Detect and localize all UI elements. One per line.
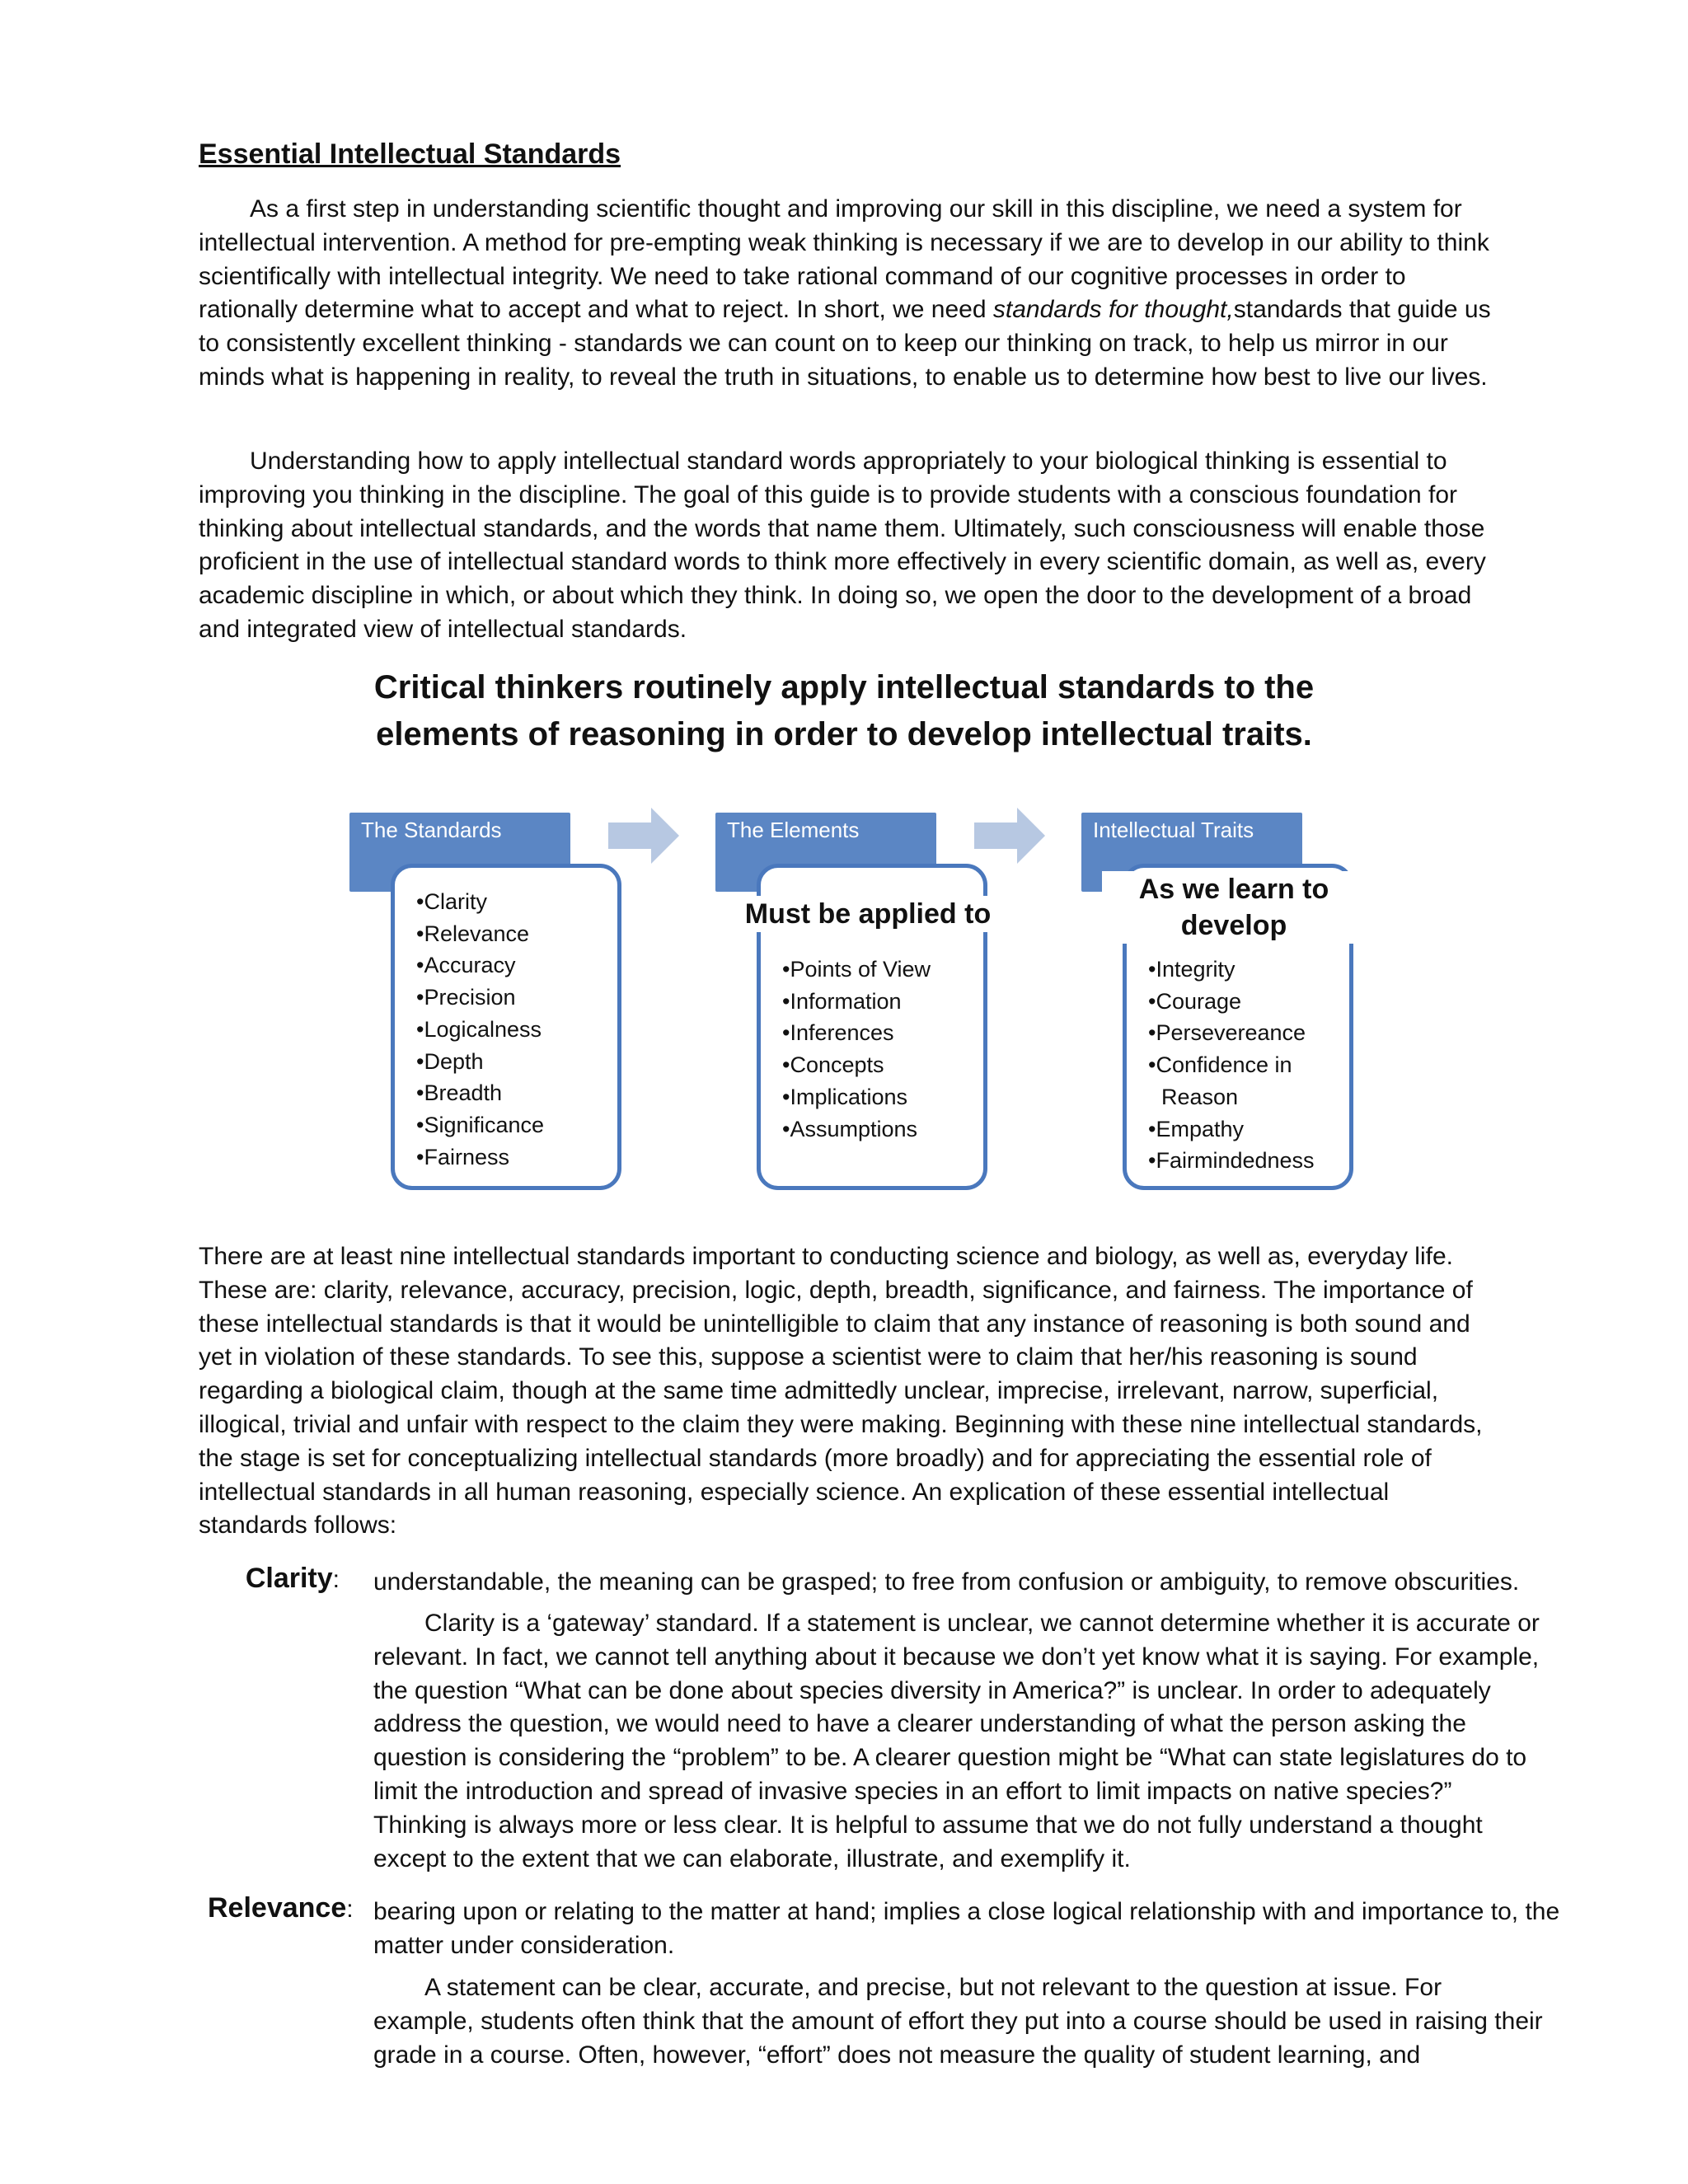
clarity-term-label: Clarity xyxy=(245,1563,333,1594)
traits-overlay-line-1: As we learn to xyxy=(1138,874,1329,905)
list-item: • Significance xyxy=(416,1109,617,1141)
standards-list xyxy=(416,886,617,1173)
list-item-continuation: Reason xyxy=(1161,1084,1239,1109)
list-item: • Accuracy xyxy=(416,949,617,982)
elements-block xyxy=(712,808,992,1195)
list-item: • Courage xyxy=(1148,986,1349,1018)
traits-box xyxy=(1123,864,1353,1190)
traits-block xyxy=(1078,808,1329,1195)
traits-overlay-line-2: develop xyxy=(1180,910,1287,941)
list-item: • Information xyxy=(782,986,983,1018)
list-item: • Precision xyxy=(416,982,617,1014)
list-item: • Logicalness xyxy=(416,1014,617,1046)
list-item: • Confidence in xyxy=(1148,1049,1349,1081)
page-title: Essential Intellectual Standards xyxy=(199,138,621,170)
intro-p1-text: As a first step in understanding scientific thought and improving our skill in this discipline, we need a system for intellectual intervention. A method for pre-empting weak thinking is necessary if we are to develop in our ability to think scientifically with intellectual integrity. We need to take rational command of our cognitive processes in order to rationally determine what to accept and what to reject. In short, we need xyxy=(199,195,1489,324)
intro-paragraph-1 xyxy=(199,193,1501,395)
intro-p1-text-end: standards that guide us to consistently excellent thinking - standards we can count on to keep our thinking on track, to help us mirror in our minds what is happening in reality, to reveal the truth in situations, to enable us to determine how best to live our lives. xyxy=(199,296,1491,391)
traits-tab: Intellectual Traits xyxy=(1081,813,1302,892)
list-item: • Integrity xyxy=(1148,954,1349,986)
list-item: • Persevereance xyxy=(1148,1017,1349,1049)
standards-tab: The Standards xyxy=(349,813,570,892)
list-item: • Concepts xyxy=(782,1049,983,1081)
body-paragraph: There are at least nine intellectual standards important to conducting science and biology, as well as, everyday life. These are: clarity, relevance, accuracy, precision, logic, depth, breadth, significance, and fairness. The importance of these intellectual standards is that it would be unintelligible to claim that any instance of reasoning is both sound and yet in violation of these standards. To see this, suppose a scientist were to claim that her/his reasoning is sound regarding a biological claim, though at the same time admittedly unclear, imprecise, irrelevant, narrow, superficial, illogical, trivial and unfair with respect to the claim they were making. Beginning with these nine intellectual standards, the stage is set for conceptualizing intellectual standards (more broadly) and for appreciating the essential role of intellectual standards in all human reasoning, especially science. An explication of these essential intellectual standards follows: xyxy=(199,1243,1483,1540)
list-item: • Breadth xyxy=(416,1077,617,1109)
relevance-term-colon: : xyxy=(346,1896,354,1923)
relevance-term-label: Relevance xyxy=(208,1892,347,1924)
list-item: • Assumptions xyxy=(782,1113,983,1146)
elements-box xyxy=(744,864,992,1190)
clarity-explanation: Clarity is a ‘gateway’ standard. If a statement is unclear, we cannot determine whether it is accurate or relevant. In fact, we cannot tell anything about it because we don’t yet know what it is saying. For example, the question “What can be done about species diversity in America?” is unclear. In order to adequately address the question, we would need to have a clearer understanding of what the person asking the question is considering the “problem” to be. A clearer question might be “What can state legislatures do to limit the introduction and spread of invasive species in an effort to limit impacts on native species?” Thinking is always more or less clear. It is helpful to assume that we do not fully understand a thought except to the extent that we can elaborate, illustrate, and exemplify it. xyxy=(373,1610,1540,1872)
list-item: • Points of View xyxy=(782,954,983,986)
diagram-title-line-2: elements of reasoning in order to develop intellectual traits. xyxy=(376,716,1312,752)
list-item: • Fairness xyxy=(416,1141,617,1174)
clarity-definition: understandable, the meaning can be grasped; to free from confusion or ambiguity, to remove obscurities. xyxy=(373,1568,1520,1596)
list-item: • Inferences xyxy=(782,1017,983,1049)
list-item: • Implications xyxy=(782,1081,983,1113)
elements-tab: The Elements xyxy=(715,813,936,892)
right-arrow-icon xyxy=(974,808,1045,864)
standards-block xyxy=(346,808,577,1195)
list-item: • Fairmindedness xyxy=(1148,1145,1349,1177)
standards-elements-traits-diagram xyxy=(346,808,1368,1203)
clarity-term-colon: : xyxy=(332,1566,340,1593)
list-item: • Empathy xyxy=(1148,1113,1349,1146)
clarity-term xyxy=(208,1563,340,1595)
diagram-title xyxy=(0,664,1688,758)
diagram-title-line-1: Critical thinkers routinely apply intellectual standards to the xyxy=(373,669,1315,705)
elements-list xyxy=(782,954,983,1145)
relevance-term xyxy=(208,1892,354,1924)
relevance-definition: bearing upon or relating to the matter at hand; implies a close logical relationship with and importance to, the matter under consideration. xyxy=(373,1898,1560,1959)
traits-overlay-caption xyxy=(1102,871,1366,944)
elements-overlay-caption: Must be applied to xyxy=(736,896,1000,932)
list-item: • Depth xyxy=(416,1046,617,1078)
right-arrow-icon xyxy=(608,808,679,864)
traits-list xyxy=(1148,954,1349,1177)
intro-p1-italic: standards for thought, xyxy=(992,296,1234,324)
list-item: • Clarity xyxy=(416,886,617,918)
list-item: • Relevance xyxy=(416,918,617,950)
intro-paragraph-2: Understanding how to apply intellectual standard words appropriately to your biological thinking is essential to improving you thinking in the discipline. The goal of this guide is to provide students with a conscious foundation for thinking about intellectual standards, and the words that name them. Ultimately, such consciousness will enable those proficient in the use of intellectual standard words to think more effectively in every scientific domain, as well as, every academic discipline in which, or about which they think. In doing so, we open the door to the development of a broad and integrated view of intellectual standards. xyxy=(199,448,1486,643)
standards-box xyxy=(391,864,621,1190)
relevance-explanation: A statement can be clear, accurate, and precise, but not relevant to the question at issue. For example, students often think that the amount of effort they put into a course should be used in raising their grade in a course. Often, however, “effort” does not measure the quality of student learning, and xyxy=(373,1974,1543,2069)
